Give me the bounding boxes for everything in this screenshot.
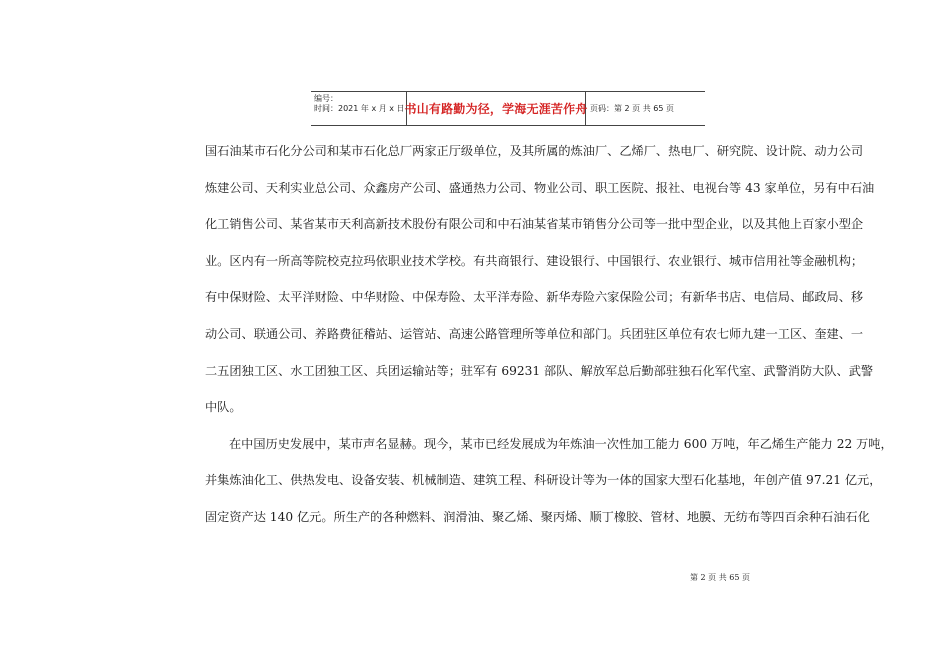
text-line: 国石油某市石化分公司和某市石化总厂两家正厅级单位，及其所属的炼油厂、乙烯厂、热电厂、研究院、设计院、动力公司 [205,144,864,158]
number-label: 编号： [314,94,338,103]
header-meta [311,92,407,125]
text-line: 固定资产达 140 亿元。所生产的各种燃料、润滑油、聚乙烯、聚丙烯、顺丁橡胶、管材、地膜、无纺布等四百余种石油石化 [205,509,870,524]
text-line: 中队。 [205,400,242,415]
header-motto: 书山有路勤为径，学海无涯苦作舟 [407,92,586,125]
header-page-info: 页码：第 2 页 共 65 页 [590,104,674,113]
page-footer: 第 2 页 共 65 页 [690,573,750,582]
body-text [205,140,893,543]
time-label: 时间：2021 年 x 月 x 日 [314,104,405,113]
text-line: 并集炼油化工、供热发电、设备安装、机械制造、建筑工程、科研设计等为一体的国家大型石化基地，年创产值 97.21 亿元， [205,473,882,488]
text-line: 有中保财险、太平洋财险、中华财险、中保寿险、太平洋寿险、新华寿险六家保险公司；有新华书店、电信局、邮政局、移 [205,290,864,305]
text-line: 化工销售公司、某省某市天利高新技术股份有限公司和中石油某省某市销售分公司等一批中型企业，以及其他上百家小型企 [205,217,864,232]
text-line: 在中国历史发展中，某市声名显赫。现今，某市已经发展成为年炼油一次性加工能力 600 万吨，年乙烯生产能力 22 万吨， [229,436,893,451]
page-header [311,91,705,126]
text-line: 炼建公司、天利实业总公司、众鑫房产公司、盛通热力公司、物业公司、职工医院、报社、电视台等 43 家单位，另有中石油 [205,180,875,195]
text-line: 二五团独工区、水工团独工区、兵团运输站等；驻军有 69231 部队、解放军总后勤部驻独石化军代室、武警消防大队、武警 [205,363,874,378]
text-line: 动公司、联通公司、养路费征稽站、运管站、高速公路管理所等单位和部门。兵团驻区单位有农七师九建一工区、奎建、一 [205,326,864,341]
text-line: 业。区内有一所高等院校克拉玛依职业技术学校。有共商银行、建设银行、中国银行、农业银行、城市信用社等金融机构； [205,253,864,268]
